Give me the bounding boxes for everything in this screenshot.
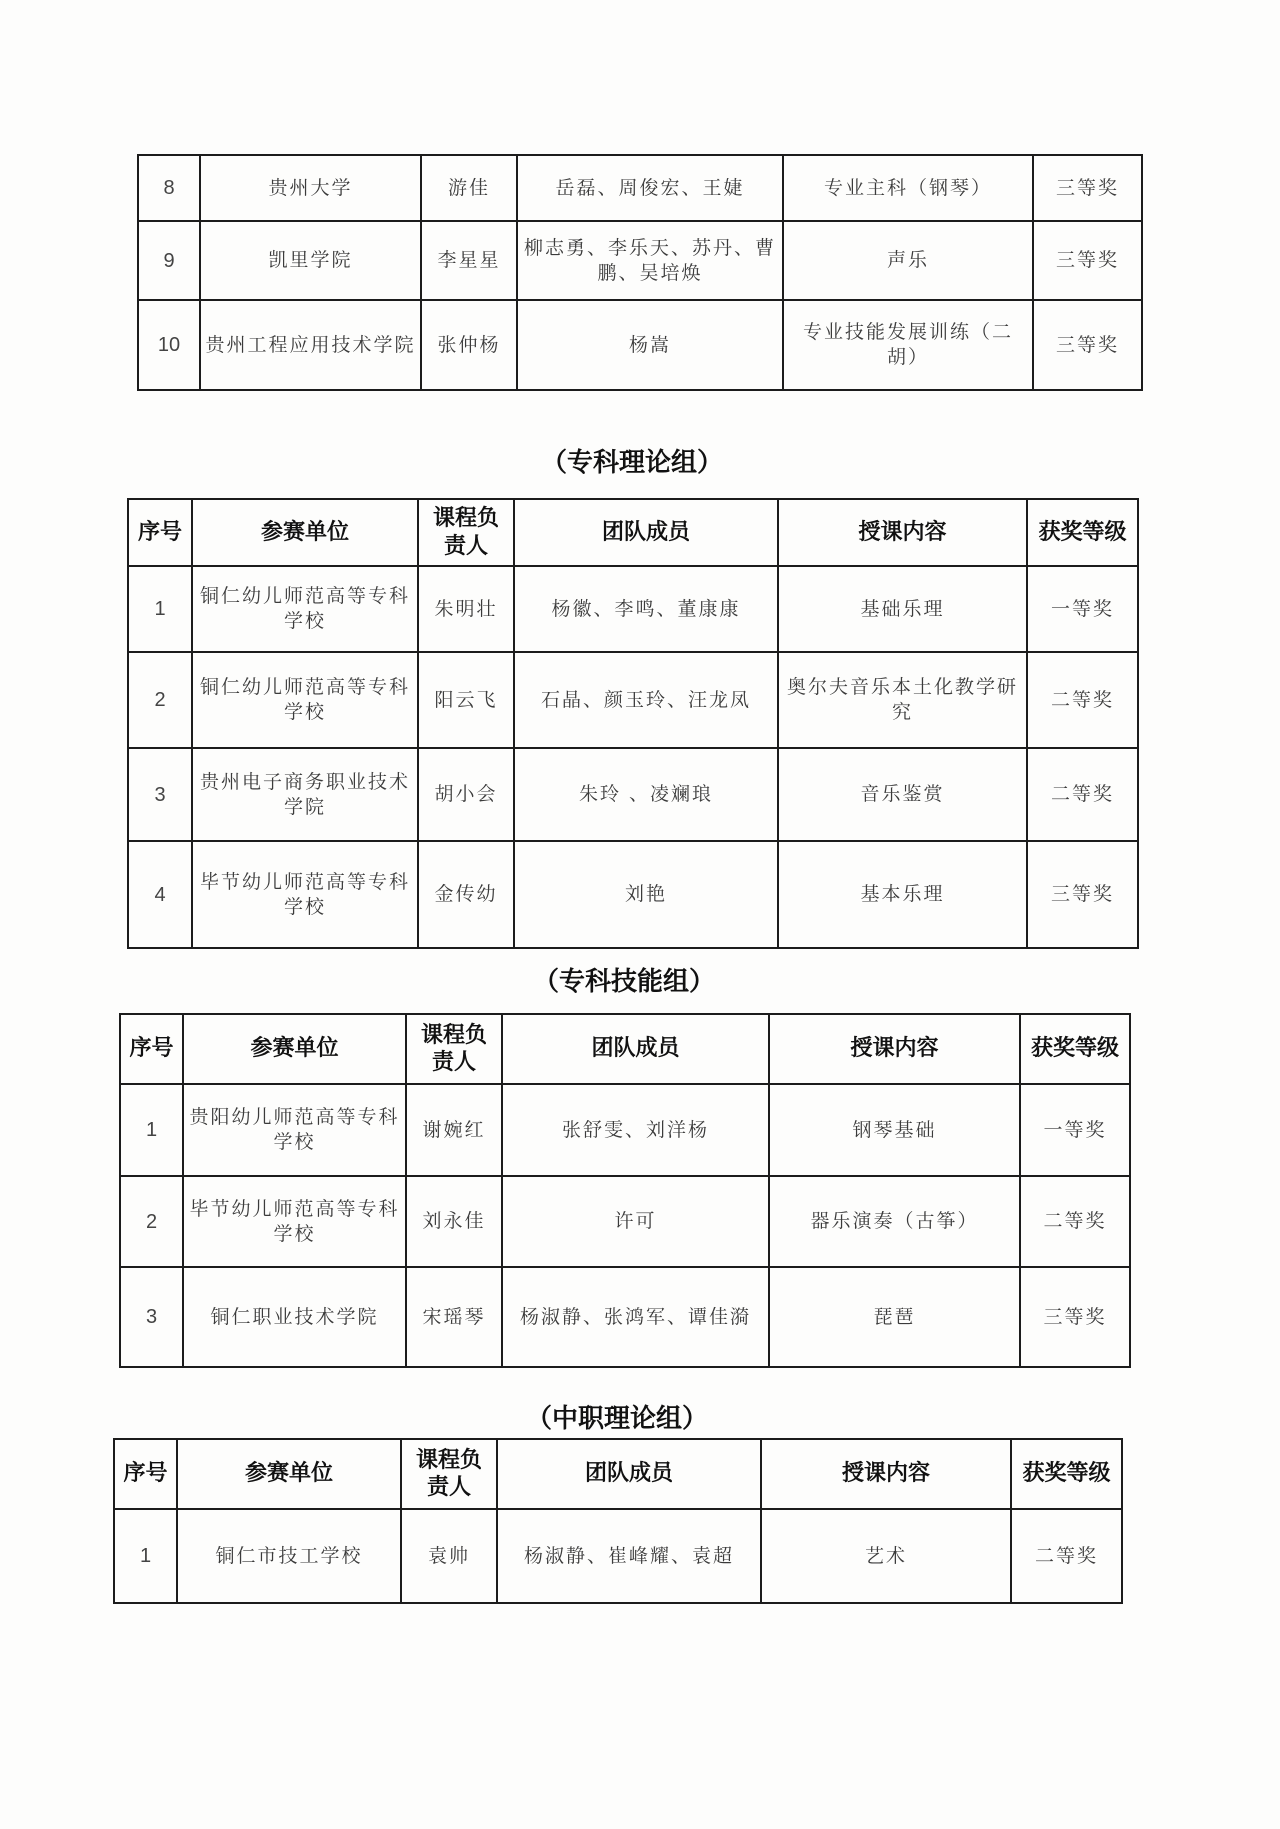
leader-cell: 宋瑶琴 — [406, 1267, 502, 1367]
seq-cell: 8 — [138, 155, 200, 221]
section-title: （专科技能组） — [532, 967, 715, 997]
award-cell: 二等奖 — [1027, 748, 1138, 841]
table-row — [128, 652, 1138, 748]
content-cell: 琵琶 — [769, 1267, 1020, 1367]
content-cell: 声乐 — [783, 221, 1033, 300]
content-cell: 基本乐理 — [778, 841, 1027, 948]
award-cell: 三等奖 — [1020, 1267, 1130, 1367]
unit-cell: 毕节幼儿师范高等专科学校 — [183, 1176, 406, 1267]
content-cell: 基础乐理 — [778, 566, 1027, 652]
content-cell: 器乐演奏（古筝） — [769, 1176, 1020, 1267]
header-row — [114, 1439, 1122, 1509]
unit-cell: 凯里学院 — [200, 221, 421, 300]
unit-cell: 铜仁幼儿师范高等专科学校 — [192, 566, 418, 652]
award-table-specialist-theory — [127, 498, 1139, 949]
members-cell: 杨淑静、张鸿军、谭佳漪 — [502, 1267, 769, 1367]
seq-cell: 1 — [120, 1084, 183, 1176]
seq-cell: 2 — [128, 652, 192, 748]
table-row — [120, 1267, 1130, 1367]
award-table-specialist-skills — [119, 1013, 1131, 1368]
unit-cell: 贵阳幼儿师范高等专科学校 — [183, 1084, 406, 1176]
table-row — [138, 300, 1142, 390]
seq-cell: 1 — [114, 1509, 177, 1603]
award-cell: 一等奖 — [1027, 566, 1138, 652]
award-cell: 二等奖 — [1027, 652, 1138, 748]
members-cell: 杨淑静、崔峰耀、袁超 — [497, 1509, 761, 1603]
table-row — [128, 841, 1138, 948]
seq-cell: 4 — [128, 841, 192, 948]
members-cell: 杨徽、李鸣、董康康 — [514, 566, 778, 652]
members-cell: 柳志勇、李乐天、苏丹、曹鹏、吴培焕 — [517, 221, 783, 300]
members-cell: 刘艳 — [514, 841, 778, 948]
header-leader — [406, 1014, 502, 1084]
award-cell: 三等奖 — [1033, 155, 1142, 221]
header-row — [128, 499, 1138, 566]
header-leader — [418, 499, 514, 566]
members-cell: 张舒雯、刘洋杨 — [502, 1084, 769, 1176]
unit-cell: 贵州工程应用技术学院 — [200, 300, 421, 390]
leader-cell: 李星星 — [421, 221, 517, 300]
award-cell: 三等奖 — [1033, 300, 1142, 390]
unit-cell: 毕节幼儿师范高等专科学校 — [192, 841, 418, 948]
header-content: 授课内容 — [778, 499, 1027, 566]
leader-cell: 游佳 — [421, 155, 517, 221]
members-cell: 许可 — [502, 1176, 769, 1267]
header-content: 授课内容 — [761, 1439, 1011, 1509]
members-cell: 杨嵩 — [517, 300, 783, 390]
section-title: （专科理论组） — [540, 448, 723, 478]
leader-cell: 谢婉红 — [406, 1084, 502, 1176]
leader-cell: 朱明壮 — [418, 566, 514, 652]
content-cell: 艺术 — [761, 1509, 1011, 1603]
seq-cell: 3 — [120, 1267, 183, 1367]
content-cell: 专业技能发展训练（二胡） — [783, 300, 1033, 390]
header-members: 团队成员 — [497, 1439, 761, 1509]
leader-cell: 张仲杨 — [421, 300, 517, 390]
header-members: 团队成员 — [514, 499, 778, 566]
header-seq: 序号 — [128, 499, 192, 566]
content-cell: 音乐鉴赏 — [778, 748, 1027, 841]
table-row — [114, 1509, 1122, 1603]
header-leader — [401, 1439, 497, 1509]
header-seq: 序号 — [120, 1014, 183, 1084]
header-leader-label: 课程负责人 — [415, 1447, 482, 1500]
header-seq: 序号 — [114, 1439, 177, 1509]
seq-cell: 10 — [138, 300, 200, 390]
unit-cell: 铜仁职业技术学院 — [183, 1267, 406, 1367]
award-cell: 三等奖 — [1033, 221, 1142, 300]
unit-cell: 贵州电子商务职业技术学院 — [192, 748, 418, 841]
award-table-secondary-theory — [113, 1438, 1123, 1604]
header-unit: 参赛单位 — [183, 1014, 406, 1084]
award-cell: 二等奖 — [1011, 1509, 1122, 1603]
seq-cell: 1 — [128, 566, 192, 652]
members-cell: 朱玲 、凌斓琅 — [514, 748, 778, 841]
header-award: 获奖等级 — [1020, 1014, 1130, 1084]
leader-cell: 刘永佳 — [406, 1176, 502, 1267]
seq-cell: 9 — [138, 221, 200, 300]
header-content: 授课内容 — [769, 1014, 1020, 1084]
seq-cell: 2 — [120, 1176, 183, 1267]
leader-cell: 阳云飞 — [418, 652, 514, 748]
members-cell: 岳磊、周俊宏、王婕 — [517, 155, 783, 221]
content-cell: 钢琴基础 — [769, 1084, 1020, 1176]
members-cell: 石晶、颜玉玲、汪龙凤 — [514, 652, 778, 748]
seq-cell: 3 — [128, 748, 192, 841]
content-cell: 专业主科（钢琴） — [783, 155, 1033, 221]
table-row — [128, 566, 1138, 652]
table-row — [138, 155, 1142, 221]
award-cell: 二等奖 — [1020, 1176, 1130, 1267]
leader-cell: 胡小会 — [418, 748, 514, 841]
header-members: 团队成员 — [502, 1014, 769, 1084]
award-cell: 一等奖 — [1020, 1084, 1130, 1176]
award-cell: 三等奖 — [1027, 841, 1138, 948]
leader-cell: 金传幼 — [418, 841, 514, 948]
table-row — [128, 748, 1138, 841]
award-table-continued — [137, 154, 1143, 391]
table-row — [138, 221, 1142, 300]
header-row — [120, 1014, 1130, 1084]
content-cell: 奥尔夫音乐本土化教学研究 — [778, 652, 1027, 748]
leader-cell: 袁帅 — [401, 1509, 497, 1603]
header-unit: 参赛单位 — [192, 499, 418, 566]
header-unit: 参赛单位 — [177, 1439, 401, 1509]
table-row — [120, 1176, 1130, 1267]
header-award: 获奖等级 — [1027, 499, 1138, 566]
unit-cell: 铜仁幼儿师范高等专科学校 — [192, 652, 418, 748]
header-award: 获奖等级 — [1011, 1439, 1122, 1509]
section-title: （中职理论组） — [525, 1404, 708, 1434]
header-leader-label: 课程负责人 — [420, 1022, 487, 1075]
header-leader-label: 课程负责人 — [432, 506, 499, 559]
unit-cell: 贵州大学 — [200, 155, 421, 221]
unit-cell: 铜仁市技工学校 — [177, 1509, 401, 1603]
table-row — [120, 1084, 1130, 1176]
